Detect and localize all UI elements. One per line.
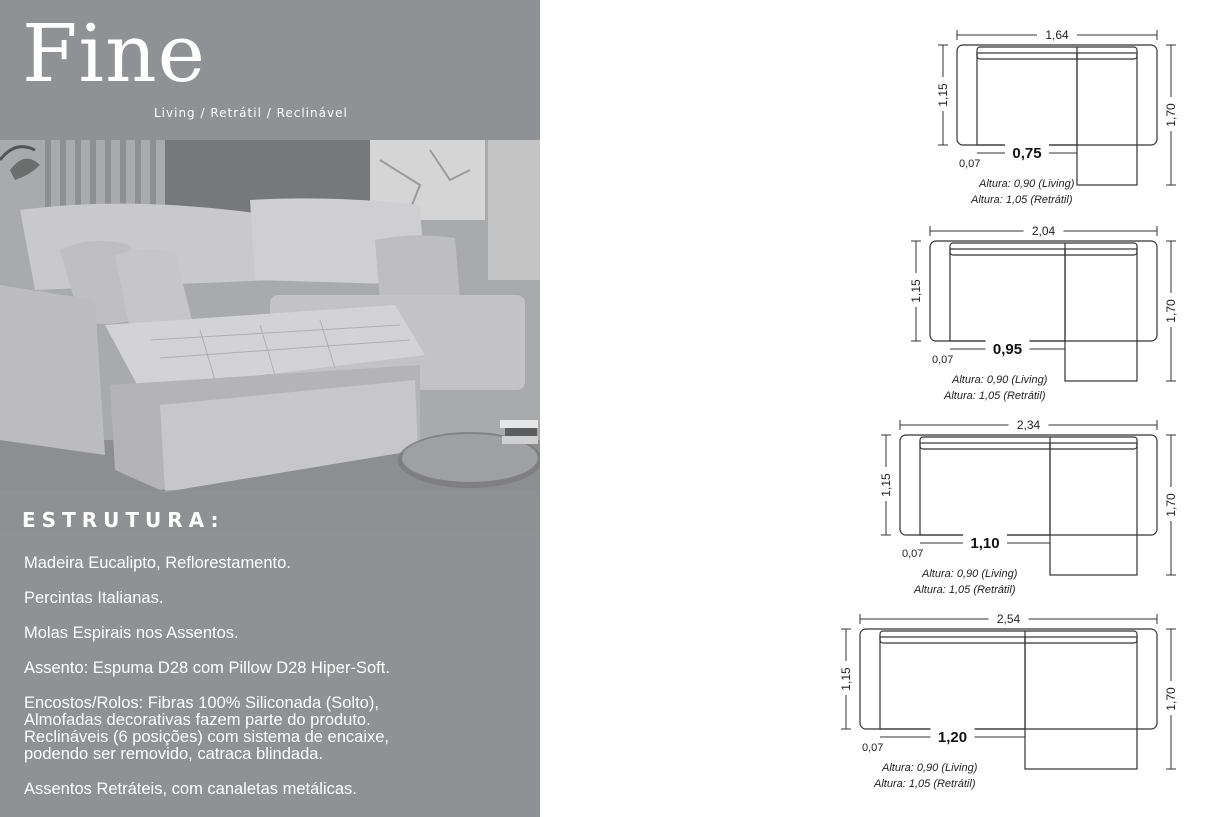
spec-line: Almofadas decorativas fazem parte do produto. [24, 711, 371, 729]
depth-label: 1,15 [936, 83, 950, 107]
structure-title: ESTRUTURA: [22, 508, 225, 532]
depth-label: 1,15 [839, 667, 853, 691]
spec-line: Encostos/Rolos: Fibras 100% Siliconada (Solto), [24, 694, 379, 712]
width-label: 1,64 [1045, 28, 1069, 42]
height-living-note: Altura: 0,90 (Living) [952, 374, 1048, 386]
height-living-note: Altura: 0,90 (Living) [922, 568, 1018, 580]
spec-item: Molas Espirais nos Assentos. [24, 624, 239, 642]
width-label: 2,54 [996, 612, 1021, 626]
height-retratil-note: Altura: 1,05 (Retrátil) [944, 390, 1046, 402]
open-depth-label: 1,70 [1164, 687, 1178, 711]
dimension-diagrams [820, 25, 1200, 805]
arm-width-label: 0,07 [959, 158, 981, 170]
arm-width-label: 0,07 [862, 742, 884, 754]
height-living-note: Altura: 0,90 (Living) [979, 178, 1075, 190]
arm-width-label: 0,07 [932, 354, 954, 366]
seat-chaise [1077, 53, 1137, 185]
structure-spec-list [24, 555, 529, 816]
seat-left [880, 637, 1025, 729]
seat-width-label: 1,10 [970, 535, 1000, 552]
height-living-note: Altura: 0,90 (Living) [882, 762, 978, 774]
spec-item-multiline [24, 695, 529, 763]
arm-width-label: 0,07 [902, 548, 924, 560]
dimension-diagrams-svg [820, 25, 1200, 805]
height-retratil-note: Altura: 1,05 (Retrátil) [914, 584, 1016, 596]
spec-item: Madeira Eucalipto, Reflorestamento. [24, 554, 291, 572]
spec-item: Percintas Italianas. [24, 589, 164, 607]
open-depth-label: 1,70 [1164, 103, 1178, 127]
seat-width-label: 0,75 [1012, 145, 1042, 162]
width-label: 2,34 [1016, 418, 1041, 432]
sofa-outline [930, 241, 1157, 341]
open-depth-label: 1,70 [1164, 493, 1178, 517]
seat-left [950, 249, 1065, 341]
width-label: 2,04 [1031, 224, 1056, 238]
sofa-outline [900, 435, 1157, 535]
brand-logo: Fine [22, 7, 206, 100]
seat-chaise [1050, 443, 1137, 575]
seat-width-label: 0,95 [992, 341, 1023, 358]
seat-left [977, 53, 1077, 145]
height-retratil-note: Altura: 1,05 (Retrátil) [971, 194, 1073, 206]
spec-line: Reclináveis (6 posições) com sistema de encaixe, [24, 728, 389, 746]
sofa-photo [0, 140, 540, 532]
spec-line: podendo ser removido, catraca blindada. [24, 745, 324, 763]
seat-width-label: 1,20 [937, 729, 968, 746]
height-retratil-note: Altura: 1,05 (Retrátil) [874, 778, 976, 790]
info-panel [0, 0, 540, 817]
seat-left [920, 443, 1050, 535]
brand-tagline: Living / Retrátil / Reclinável [154, 106, 348, 120]
open-depth-label: 1,70 [1164, 299, 1178, 323]
sofa-illustration [0, 140, 540, 532]
depth-label: 1,15 [879, 473, 893, 497]
seat-chaise [1025, 637, 1137, 769]
spec-item: Assento: Espuma D28 com Pillow D28 Hiper-Soft. [24, 659, 390, 677]
sofa-outline [860, 629, 1157, 729]
depth-label: 1,15 [909, 279, 923, 303]
sofa-outline [957, 45, 1157, 145]
seat-chaise [1065, 249, 1137, 381]
spec-item: Assentos Retráteis, com canaletas metálicas. [24, 780, 357, 798]
